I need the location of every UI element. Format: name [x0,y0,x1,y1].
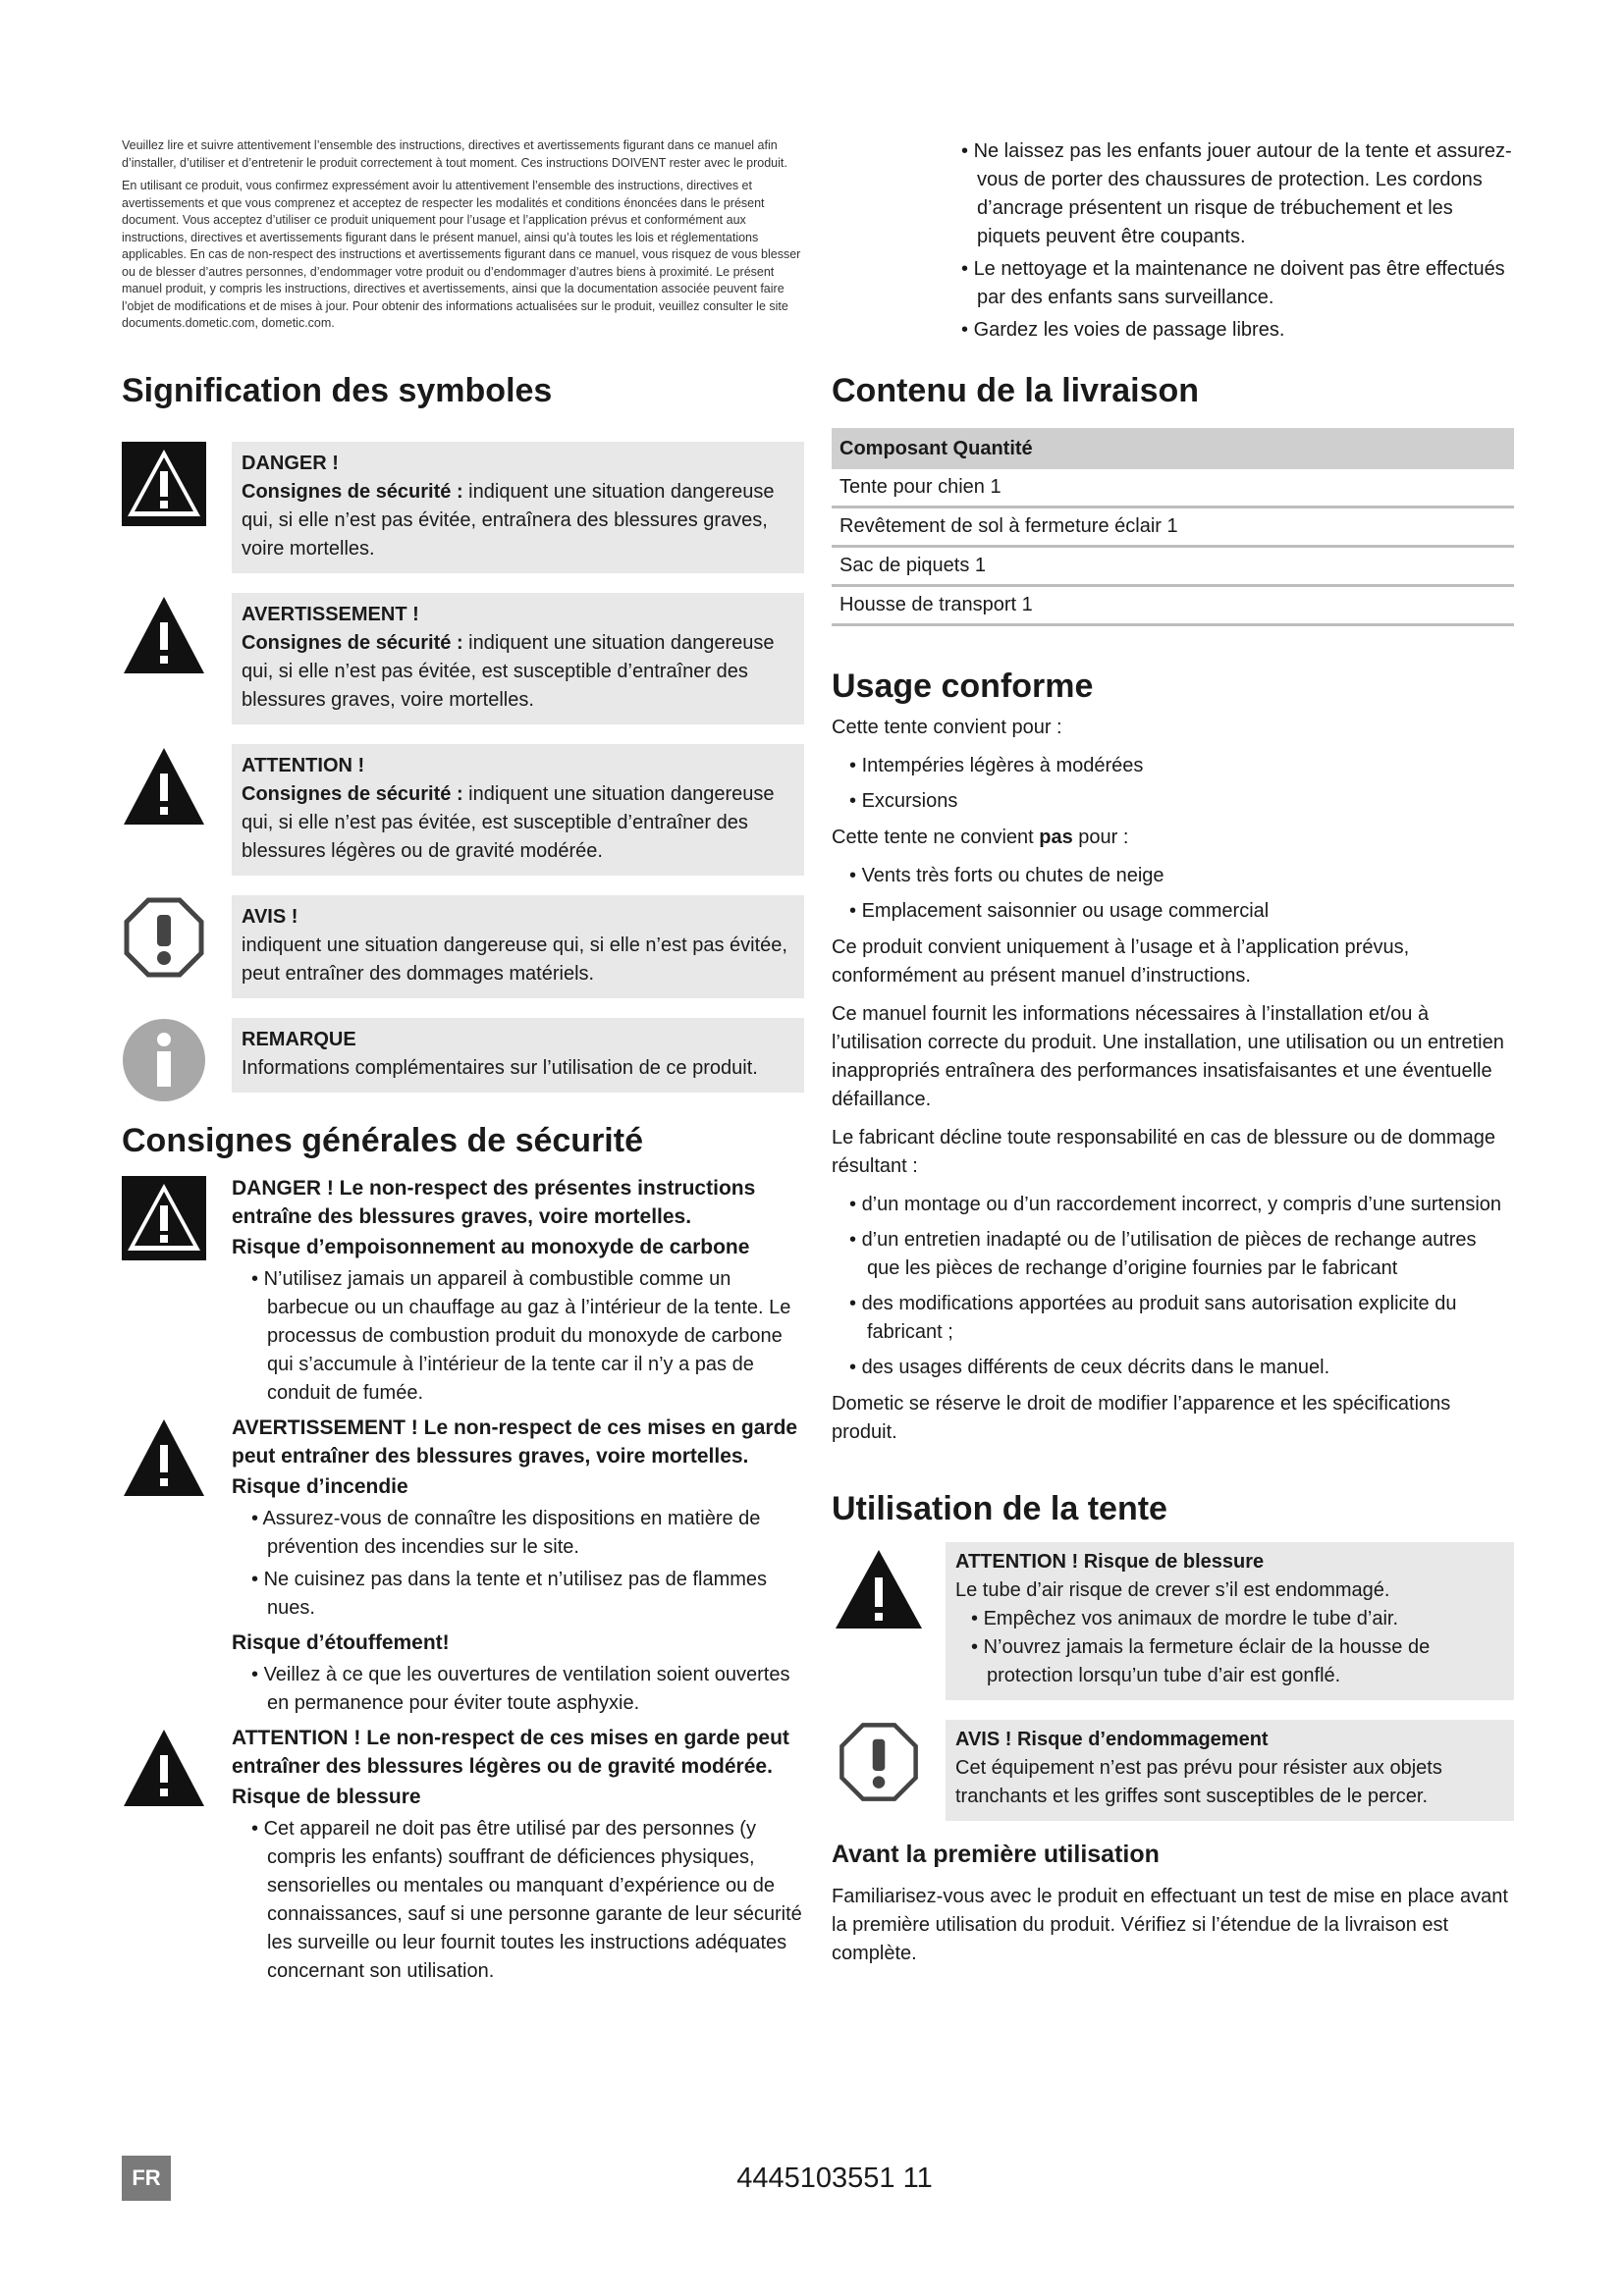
table-cell: Tente pour chien 1 [832,469,1514,507]
safety-caution-lead: ATTENTION ! Le non-respect de ces mises en garde peut entraîner des blessures légères ou de gravité modérée. [232,1726,789,1778]
table-cell: Revêtement de sol à fermeture éclair 1 [832,507,1514,547]
list-item: • Le nettoyage et la maintenance ne doivent pas être effectués par des enfants sans surveillance. [942,255,1514,312]
info-icon [122,1018,206,1102]
safety-caution-body [232,1724,804,1992]
symbol-notice [122,895,804,998]
warning-text: indiquent une situation dangereuse qui, si elle n’est pas évitée, est susceptible d’entraîner des blessures graves, voire mortelles. [242,631,775,711]
safety-danger-body [232,1174,804,1414]
safety-continued-list [942,137,1514,345]
table-header: Composant Quantité [832,428,1514,469]
delivery-table [832,428,1514,626]
list-item: • Ne laissez pas les enfants jouer autour de la tente et assurez-vous de porter des chaussures de protection. Les cordons d’ancrage présentent un risque de trébuchement et les piquets peuvent être coupants. [942,137,1514,251]
notice-text: indiquent une situation dangereuse qui, si elle n’est pas évitée, peut entraîner des dommages matériels. [242,934,787,985]
caution-triangle-icon [122,1726,206,1810]
symbols-heading: Signification des symboles [122,371,553,409]
usage-not-suitable [832,824,1514,852]
list-item: • Empêchez vos animaux de mordre le tube d’air. [955,1605,1504,1633]
caution-box [232,744,804,876]
list-item: • des usages différents de ceux décrits dans le manuel. [832,1354,1514,1382]
safety-warning-body [232,1414,804,1724]
table-row [832,586,1514,625]
caution-triangle-icon [832,1542,926,1636]
usage-suitable-list [832,752,1514,816]
danger-title: DANGER ! [242,452,339,474]
symbol-warning [122,593,804,724]
safety-warning-list-suffocation [232,1661,804,1718]
usage-paragraph-3: Le fabricant décline toute responsabilité en cas de blessure ou de dommage résultant : [832,1127,1495,1177]
usage-paragraph-1: Ce produit convient uniquement à l’usage et à l’application prévus, conformément au présent manuel d’instructions. [832,936,1410,987]
table-row [832,547,1514,586]
safety-warning-list-fire [232,1505,804,1623]
liability-list [832,1191,1514,1382]
document-number: 4445103551 11 [736,2163,933,2194]
safety-heading: Consignes générales de sécurité [122,1121,643,1159]
list-item: • Assurez-vous de connaître les dispositions en matière de prévention des incendies sur le site. [232,1505,804,1562]
tent-caution-title: ATTENTION ! Risque de blessure [955,1551,1265,1573]
safety-warning-risk-suffocation: Risque d’étouffement! [232,1630,450,1654]
usage-not-a: Cette tente ne convient [832,827,1040,848]
notice-octagon-icon [832,1720,926,1804]
usage-not-c: pour : [1072,827,1129,848]
table-row [832,469,1514,507]
list-item: • d’un montage ou d’un raccordement incorrect, y compris d’une surtension [832,1191,1514,1219]
table-cell: Housse de transport 1 [832,586,1514,625]
intro-paragraph-2: En utilisant ce produit, vous confirmez expressément avoir lu attentivement l’ensemble des instructions, directives et avertissements et que vous comprenez et acceptez de respecter les modalités et conditions énoncées dans le présent document. Vous acceptez d’utiliser ce produit uniquement pour l’usage et l’application prévus et conformément aux instructions, directives et avertissements figurant dans le présent manuel, ainsi qu’à toutes les lois et réglementations applicables. En cas de non-respect des instructions et avertissements figurant dans ce manuel, vous risquez de vous blesser ou de blesser d’autres personnes, d’endommager votre produit ou d’endommager d’autres biens à proximité. Le présent manuel produit, y compris les instructions, directives et avertissements, ainsi que la documentation associée peuvent faire l’objet de modifications et de mises à jour. Pour obtenir des informations actualisées sur le produit, veuillez consulter le site documents.dometic.com, dometic.com. [122,179,801,330]
safety-danger-risk: Risque d’empoisonnement au monoxyde de carbone [232,1235,750,1258]
note-title: REMARQUE [242,1028,356,1050]
notice-box [232,895,804,998]
danger-bold: Consignes de sécurité : [242,480,463,503]
list-item: • Cet appareil ne doit pas être utilisé par des personnes (y compris les enfants) souffrant de déficiences physiques, sensorielles ou mentales ou manquant d’expérience ou de connaissances, sauf si une personne garante de leur sécurité les surveille ou leur fournit toutes les instructions adéquates concernant son utilisation. [232,1815,804,1986]
list-item: • Emplacement saisonnier ou usage commercial [832,897,1514,926]
symbol-note [122,1018,804,1102]
safety-warning-risk-fire: Risque d’incendie [232,1474,408,1498]
before-first-use-heading: Avant la première utilisation [832,1841,1160,1868]
danger-box [232,442,804,573]
list-item: • N’utilisez jamais un appareil à combustible comme un barbecue ou un chauffage au gaz à l’intérieur de la tente. Le processus de combustion produit du monoxyde de carbone qui s’accumule à l’intérieur de la tente car il n’y a pas de conduit de fumée. [232,1265,804,1408]
table-row [832,507,1514,547]
intro-text [122,137,804,333]
note-box [232,1018,804,1093]
caution-bold: Consignes de sécurité : [242,782,463,805]
tent-notice-text: Cet équipement n’est pas prévu pour résister aux objets tranchants et les griffes sont susceptibles de le percer. [955,1757,1442,1807]
safety-caution [122,1724,804,1992]
safety-caution-list [232,1815,804,1986]
warning-box [232,593,804,724]
notice-octagon-icon [122,895,206,980]
left-column [122,137,804,1992]
language-badge: FR [122,2156,171,2201]
before-first-use-text: Familiarisez-vous avec le produit en effectuant un test de mise en place avant la première utilisation du produit. Vérifiez si l’étendue de la livraison est complète. [832,1886,1508,1964]
symbol-danger [122,442,804,573]
safety-warning-lead: AVERTISSEMENT ! Le non-respect de ces mises en garde peut entraîner des blessures graves, voire mortelles. [232,1415,798,1468]
safety-danger-lead: DANGER ! Le non-respect des présentes instructions entraîne des blessures graves, voire mortelles. [232,1176,756,1228]
tent-use-heading: Utilisation de la tente [832,1490,1167,1527]
delivery-heading: Contenu de la livraison [832,372,1200,409]
notice-title: AVIS ! [242,905,298,928]
intro-paragraph-1: Veuillez lire et suivre attentivement l’ensemble des instructions, directives et avertissements figurant dans ce manuel afin d’installer, d’utiliser et d’entretenir le produit correctement à tout moment. Ces instructions DOIVENT rester avec le produit. [122,138,787,170]
usage-not-b: pas [1039,827,1073,848]
usage-paragraph-2: Ce manuel fournit les informations nécessaires à l’installation et/ou à l’utilisation correcte du produit. Une installation, une utilisation ou un entretien inappropriés entraînera des performances insatisfaisantes et une éventuelle défaillance. [832,1003,1504,1110]
tent-notice [832,1720,1514,1821]
list-item: • Intempéries légères à modérées [832,752,1514,780]
tent-caution-box [946,1542,1514,1700]
usage-suitable: Cette tente convient pour : [832,717,1062,738]
tent-caution-list [955,1605,1504,1690]
danger-warning-icon [122,442,206,526]
usage-heading: Usage conforme [832,667,1094,705]
symbol-caution [122,744,804,876]
caution-triangle-icon [122,744,206,828]
danger-warning-icon [122,1176,206,1260]
list-item: • N’ouvrez jamais la fermeture éclair de la housse de protection lorsqu’un tube d’air est gonflé. [955,1633,1504,1690]
list-item: • Ne cuisinez pas dans la tente et n’utilisez pas de flammes nues. [232,1566,804,1623]
list-item: • des modifications apportées au produit sans autorisation explicite du fabricant ; [832,1290,1514,1347]
warning-triangle-icon [122,593,206,677]
usage-not-list [832,862,1514,926]
tent-notice-box [946,1720,1514,1821]
warning-title: AVERTISSEMENT ! [242,603,419,625]
danger-text: indiquent une situation dangereuse qui, si elle n’est pas évitée, entraînera des blessures graves, voire mortelles. [242,480,775,560]
tent-caution [832,1542,1514,1700]
note-text: Informations complémentaires sur l’utilisation de ce produit. [242,1056,758,1079]
warning-triangle-icon [122,1415,206,1500]
tent-caution-text: Le tube d’air risque de crever s’il est endommagé. [955,1579,1390,1601]
list-item: • Vents très forts ou chutes de neige [832,862,1514,890]
caution-title: ATTENTION ! [242,754,365,776]
safety-danger-list [232,1265,804,1408]
safety-warning [122,1414,804,1724]
right-column [832,137,1514,1978]
safety-caution-risk: Risque de blessure [232,1785,421,1808]
list-item: • Veillez à ce que les ouvertures de ventilation soient ouvertes en permanence pour éviter toute asphyxie. [232,1661,804,1718]
safety-danger [122,1174,804,1414]
caution-text: indiquent une situation dangereuse qui, si elle n’est pas évitée, est susceptible d’entraîner des blessures légères ou de gravité modérée. [242,782,775,862]
list-item: • Gardez les voies de passage libres. [942,316,1514,345]
table-header-row [832,428,1514,469]
usage-paragraph-4: Dometic se réserve le droit de modifier l’apparence et les spécifications produit. [832,1393,1451,1443]
list-item: • Excursions [832,787,1514,816]
list-item: • d’un entretien inadapté ou de l’utilisation de pièces de rechange autres que les pièces de rechange d’origine fournies par le fabricant [832,1226,1514,1283]
table-cell: Sac de piquets 1 [832,547,1514,586]
tent-notice-title: AVIS ! Risque d’endommagement [955,1729,1269,1750]
warning-bold: Consignes de sécurité : [242,631,463,654]
